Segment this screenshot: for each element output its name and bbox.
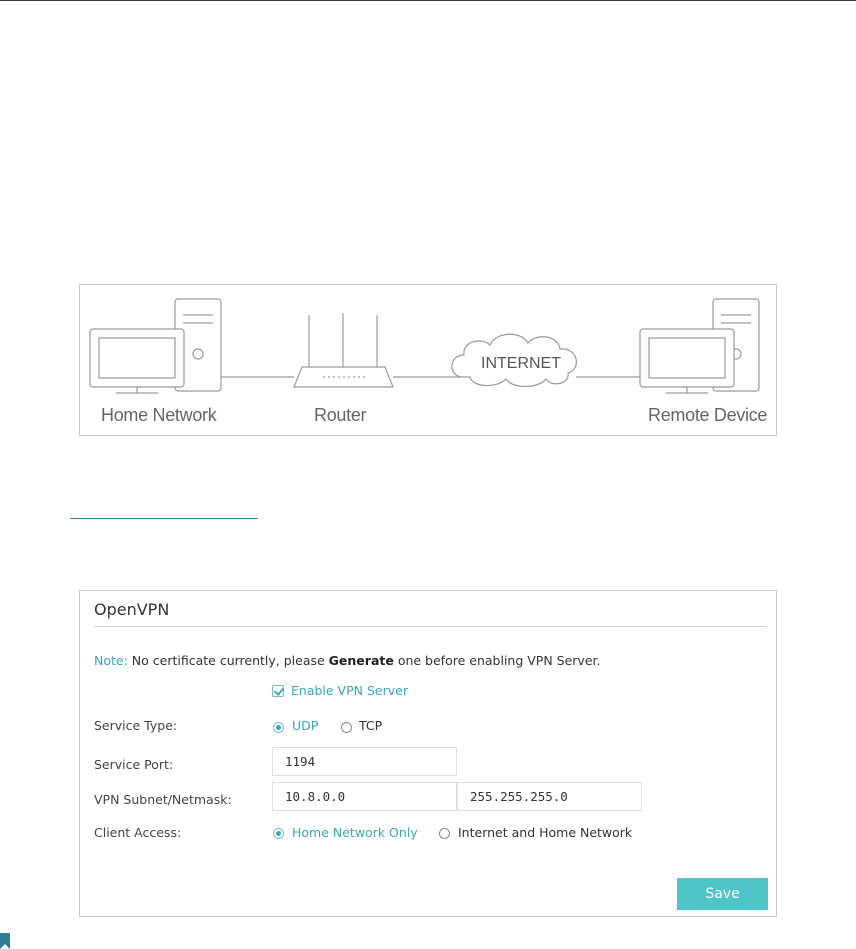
vpn-netmask-input[interactable]: 255.255.255.0 — [457, 782, 642, 811]
note-text-post: one before enabling VPN Server. — [397, 653, 601, 668]
internet-label: INTERNET — [481, 355, 561, 372]
client-access-internet-label[interactable]: Internet and Home Network — [458, 825, 633, 840]
service-type-tcp-label[interactable]: TCP — [359, 718, 383, 733]
enable-vpn-server-checkbox[interactable] — [272, 685, 284, 697]
home-network-label: Home Network — [101, 405, 217, 425]
client-access-home-radio[interactable] — [273, 828, 284, 839]
vpn-subnet-input[interactable]: 10.8.0.0 — [272, 782, 457, 811]
client-access-home-label[interactable]: Home Network Only — [292, 825, 418, 840]
hyperlink-underline[interactable] — [70, 518, 258, 519]
router-label: Router — [314, 405, 367, 425]
note-key: Note: — [94, 653, 128, 668]
panel-divider — [94, 626, 766, 627]
enable-vpn-server-label[interactable]: Enable VPN Server — [291, 683, 408, 698]
save-button[interactable]: Save — [677, 878, 768, 910]
client-access-label: Client Access: — [94, 825, 182, 840]
openvpn-panel — [79, 590, 777, 917]
service-type-udp-label[interactable]: UDP — [292, 718, 319, 733]
top-rule — [0, 0, 856, 1]
panel-title: OpenVPN — [94, 600, 170, 619]
note-generate: Generate — [328, 653, 394, 668]
service-type-tcp-radio[interactable] — [341, 722, 352, 733]
service-type-udp-radio[interactable] — [273, 722, 284, 733]
bookmark-icon — [0, 933, 10, 949]
vpn-subnet-netmask-label: VPN Subnet/Netmask: — [94, 792, 232, 807]
service-port-input[interactable]: 1194 — [272, 747, 457, 776]
network-diagram — [79, 284, 777, 436]
note-text-pre: No certificate currently, please — [131, 653, 325, 668]
service-type-label: Service Type: — [94, 718, 178, 733]
certificate-note — [94, 653, 600, 668]
client-access-internet-radio[interactable] — [439, 828, 450, 839]
service-port-label: Service Port: — [94, 757, 174, 772]
remote-device-label: Remote Device — [648, 405, 768, 425]
